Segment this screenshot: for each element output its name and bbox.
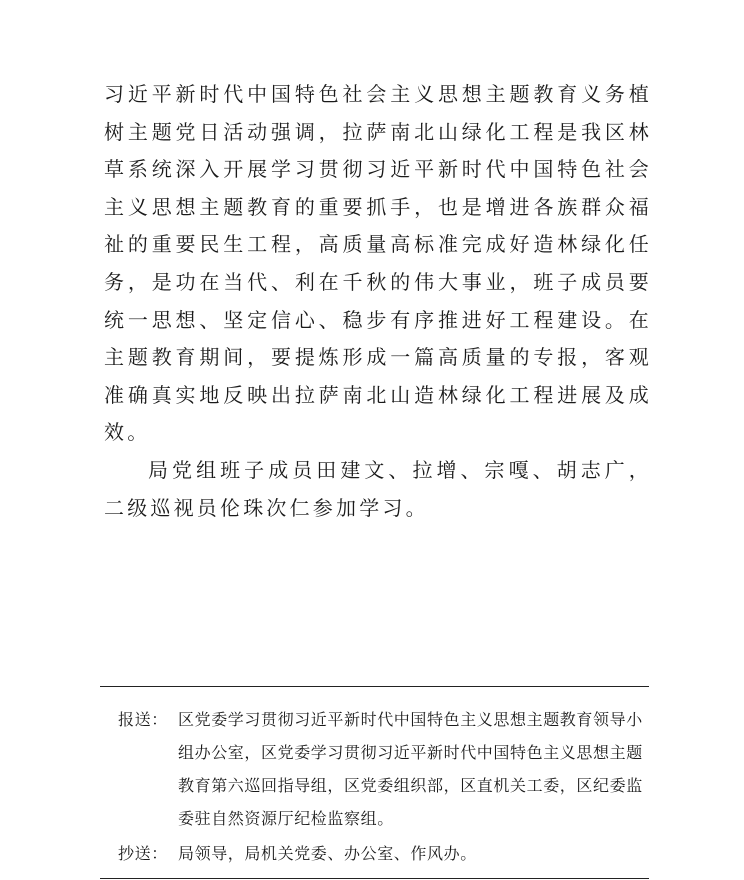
cc-row (100, 835, 649, 878)
sent-to-recipients: 区党委学习贯彻习近平新时代中国特色主义思想主题教育领导小组办公室，区党委学习贯彻习近平新时代中国特色主义思想主题教育第六巡回指导组，区党委组织部，区直机关工委，区纪委监委驻自然资源厅纪检监察组。 (178, 710, 643, 828)
body-text (104, 76, 652, 527)
cc-label: 抄送： (118, 844, 168, 863)
distribution-footer (100, 686, 649, 879)
cc-recipients: 局领导，局机关党委、办公室、作风办。 (178, 844, 477, 863)
sent-to-row (100, 687, 649, 835)
body-paragraph-2: 局党组班子成员田建文、拉增、宗嘎、胡志广，二级巡视员伦珠次仁参加学习。 (104, 457, 652, 520)
body-paragraph-1: 习近平新时代中国特色社会主义思想主题教育义务植树主题党日活动强调，拉萨南北山绿化工程是我区林草系统深入开展学习贯彻习近平新时代中国特色社会主义思想主题教育的重要抓手，也是增进各族群众福祉的重要民生工程，高质量高标准完成好造林绿化任务，是功在当代、利在千秋的伟大事业，班子成员要统一思想、坚定信心、稳步有序推进好工程建设。在主题教育期间，要提炼形成一篇高质量的专报，客观准确真实地反映出拉萨南北山造林绿化工程进展及成效。 (104, 82, 652, 445)
distribution-block (100, 687, 649, 878)
sent-to-label: 报送： (118, 710, 168, 729)
bottom-rule (100, 878, 649, 879)
